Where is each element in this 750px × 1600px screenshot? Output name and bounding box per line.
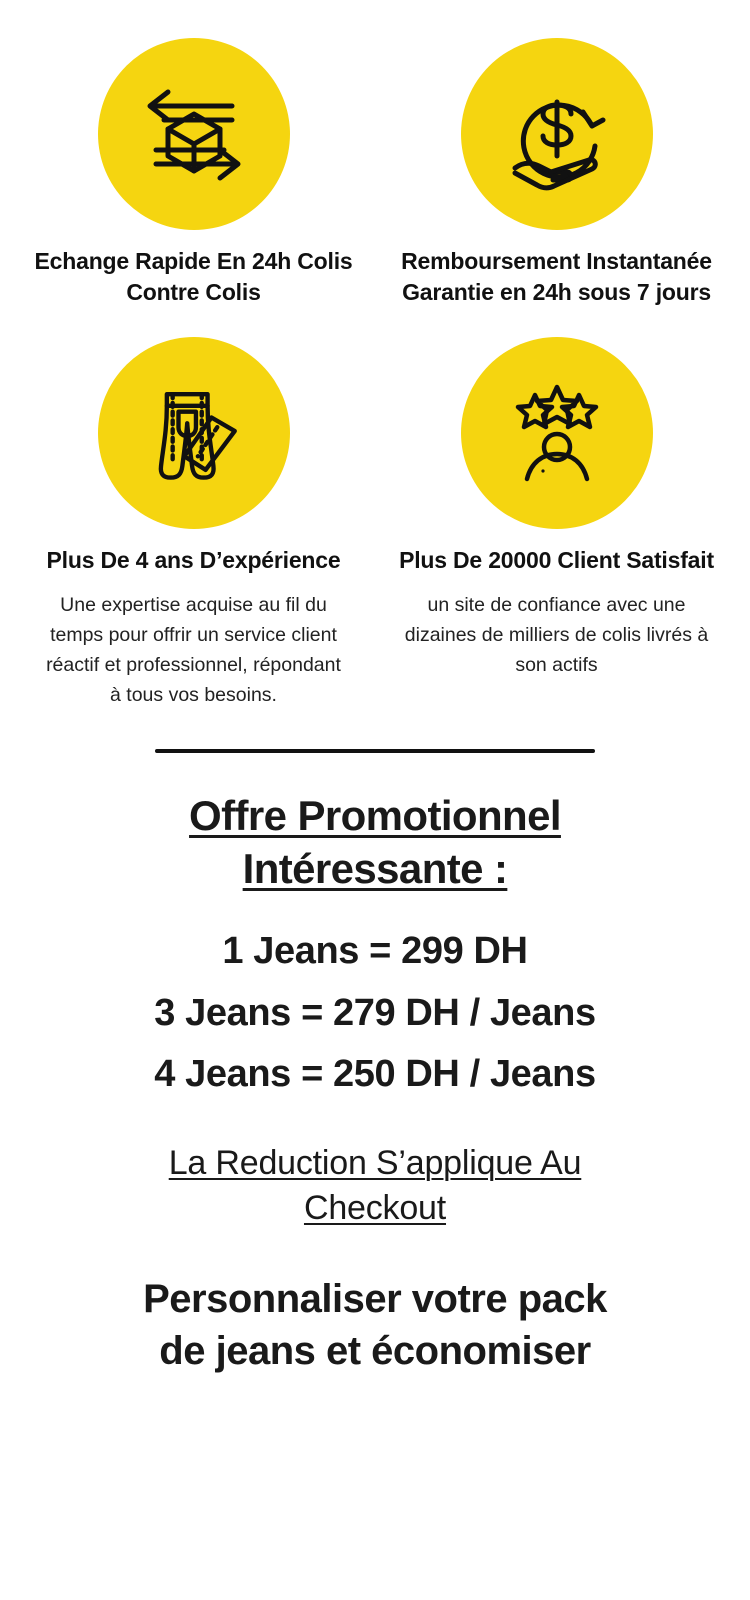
customer-stars-icon — [491, 367, 623, 499]
price-line-3: 4 Jeans = 250 DH / Jeans — [154, 1053, 596, 1096]
feature-description: un site de confiance avec une dizaines de milliers de colis livrés à son actifs — [404, 593, 709, 677]
promo-heading-line1: Offre Promotionnel — [189, 791, 561, 839]
feature-exchange — [12, 30, 375, 307]
promo-section — [0, 789, 750, 1377]
exchange-arrows-box-icon — [128, 68, 260, 200]
feature-refund — [375, 30, 738, 307]
feature-title: Remboursement Instantanée Garantie en 24h sous 7 jours — [401, 248, 712, 305]
reduction-note — [20, 1141, 730, 1231]
section-divider-wrap — [0, 749, 750, 753]
feature-experience — [12, 307, 375, 710]
exchange-arrows-box-icon-badge — [98, 38, 290, 230]
jeans-icon — [130, 369, 258, 497]
feature-title: Plus De 20000 Client Satisfait — [399, 547, 714, 574]
section-divider — [155, 749, 595, 753]
jeans-icon-badge — [98, 337, 290, 529]
customer-stars-icon-badge — [461, 337, 653, 529]
price-line-2: 3 Jeans = 279 DH / Jeans — [154, 991, 596, 1034]
promo-heading-line2: Intéressante : — [242, 845, 508, 893]
reduction-line2: Checkout — [303, 1189, 447, 1228]
feature-clients — [375, 307, 738, 710]
reduction-line1: La Reduction S’applique Au — [168, 1144, 582, 1183]
feature-description: Une expertise acquise au fil du temps pour offrir un service client réactif et professionnel, répondant à tous vos besoins. — [46, 593, 341, 707]
features-grid — [0, 0, 750, 711]
money-back-hand-icon-badge — [461, 38, 653, 230]
personalize-line1: Personnaliser votre pack — [143, 1276, 607, 1321]
personalize-callout — [20, 1273, 730, 1377]
price-list — [20, 930, 730, 1097]
personalize-line2: de jeans et économiser — [159, 1328, 591, 1373]
feature-title: Echange Rapide En 24h Colis Contre Colis — [34, 248, 353, 305]
price-line-1: 1 Jeans = 299 DH — [222, 930, 528, 973]
feature-title: Plus De 4 ans D’expérience — [46, 547, 341, 574]
money-back-hand-icon — [491, 68, 623, 200]
promo-heading — [20, 789, 730, 897]
